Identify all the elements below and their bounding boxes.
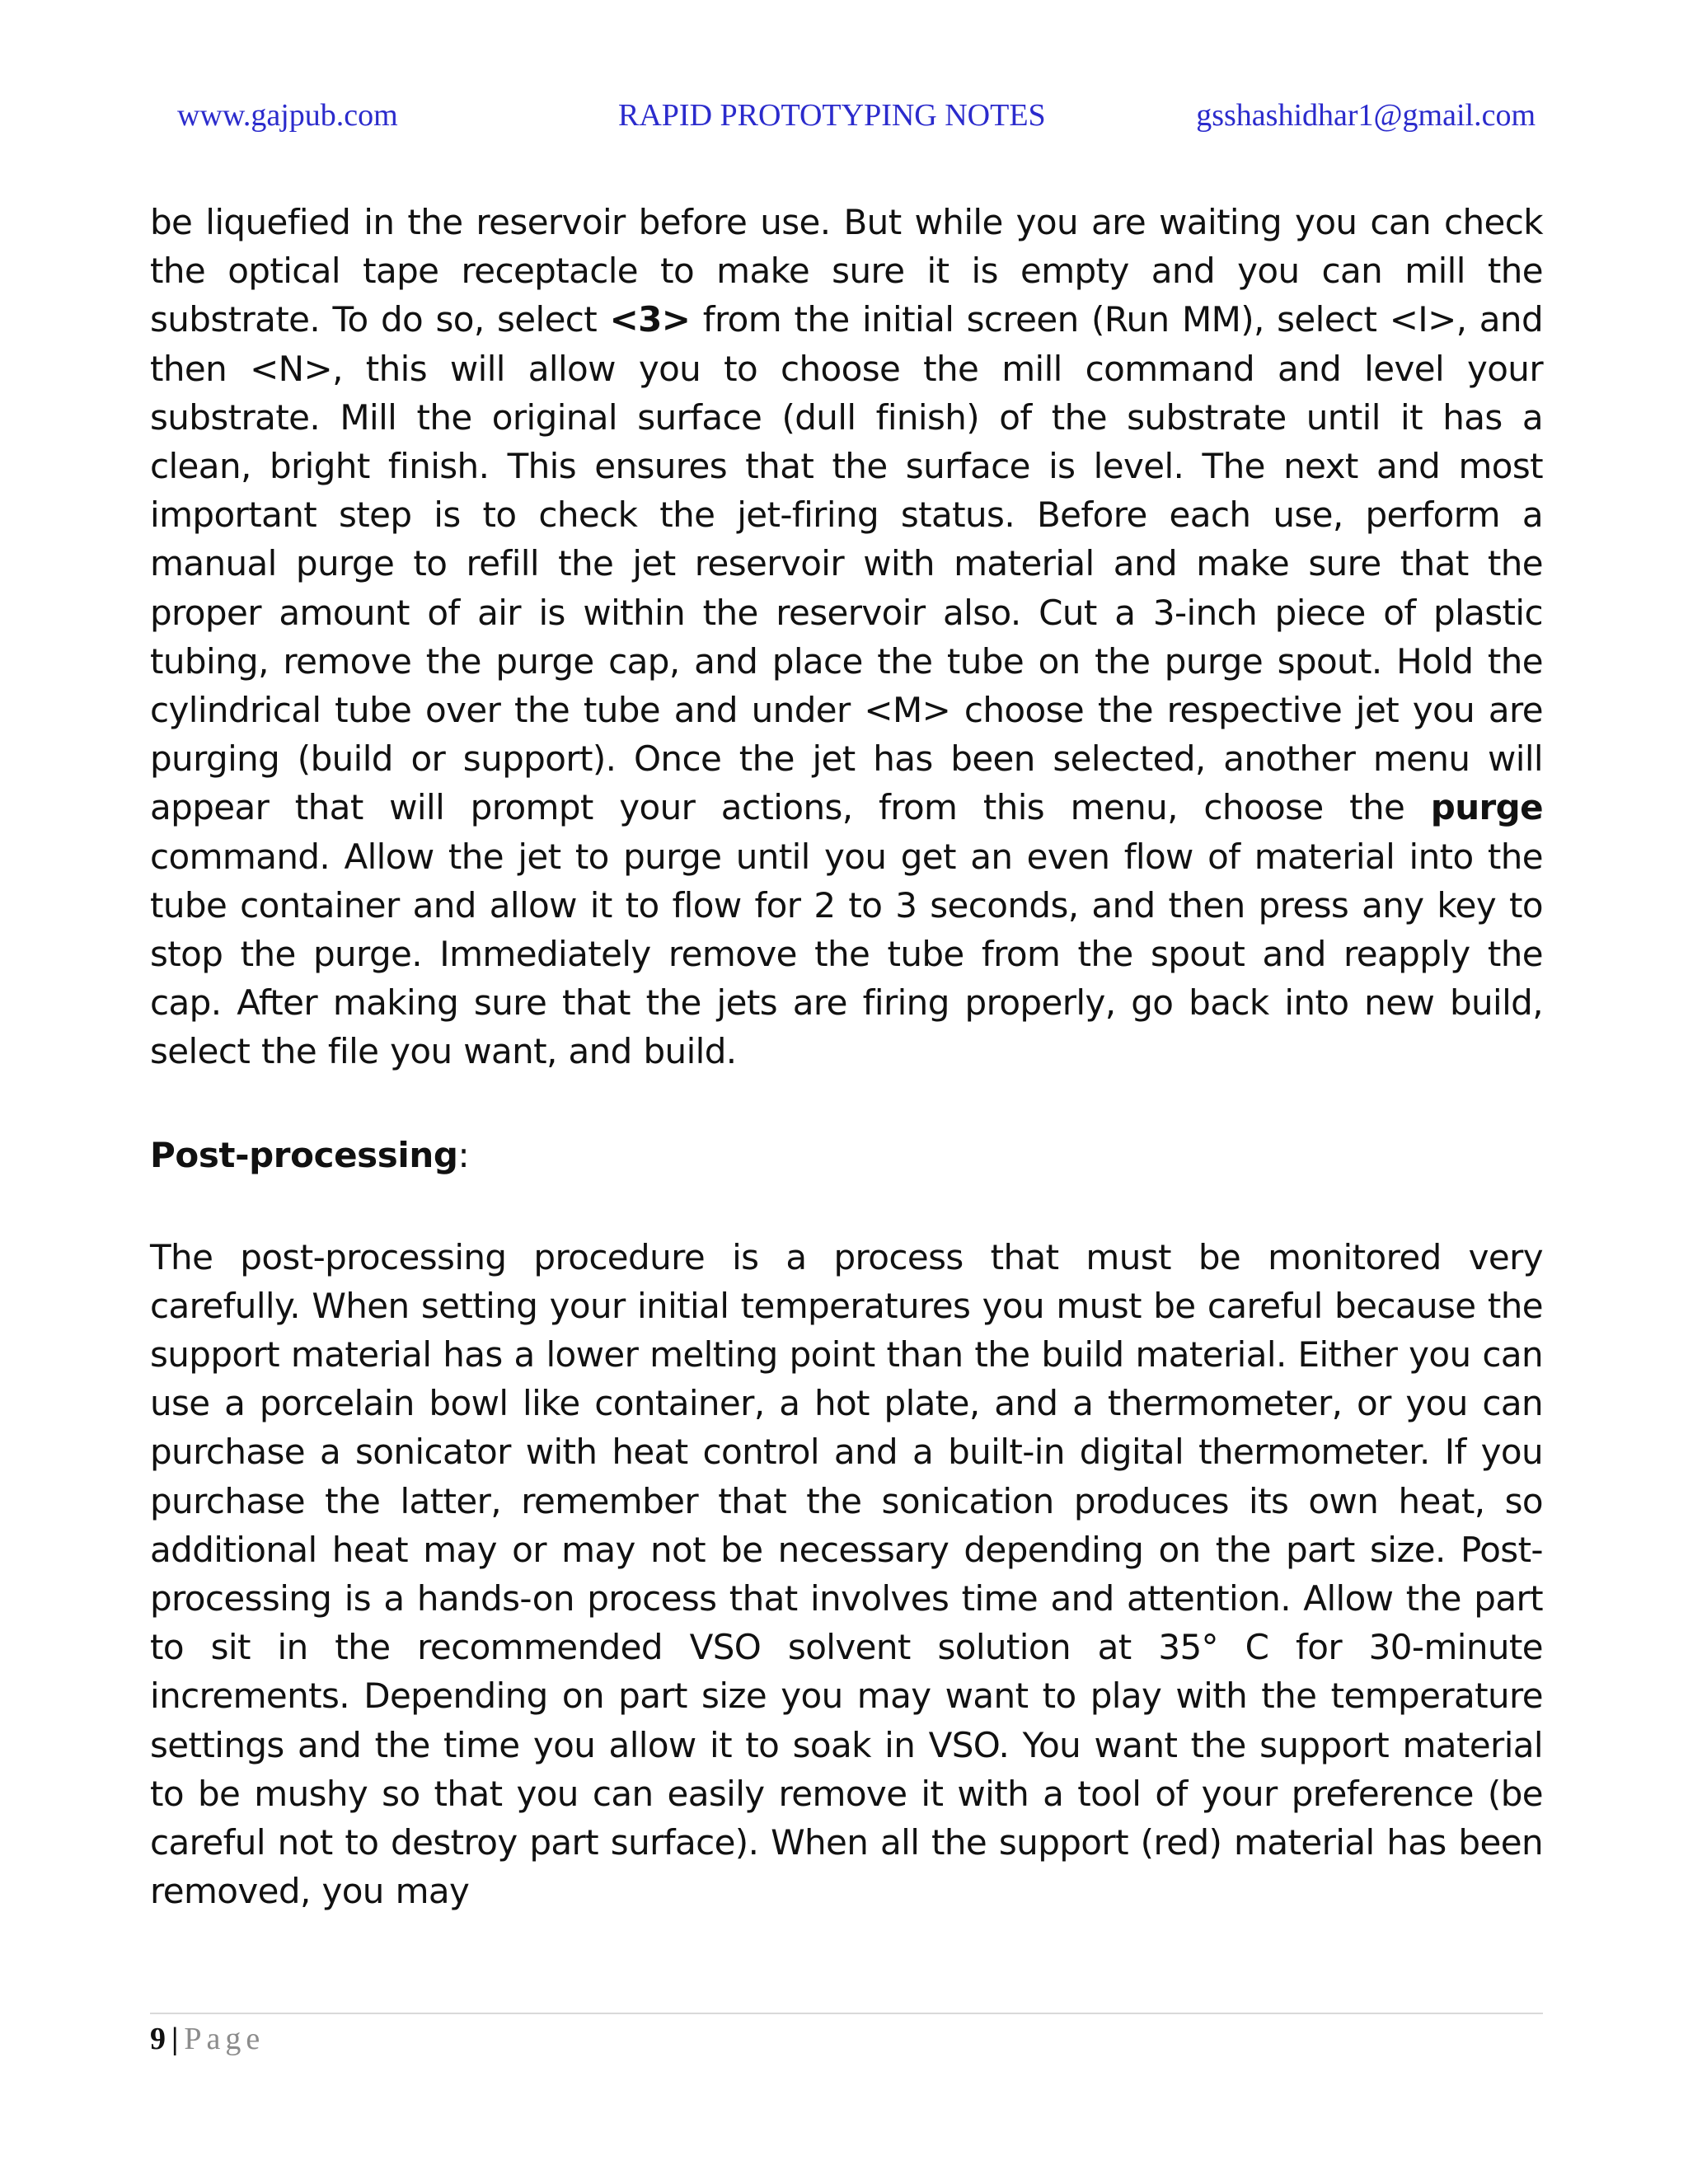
paragraph-1-text-b: from the initial screen (Run MM), select <I>, and then <N>, this will allow you to choose the mill command and level your substrate. Mill the original surface (dull finish) of the substrate until it has a clean, bright finish. This ensures that the surface is level. The next and most important step is to check the jet-firing status. Before each use, perform a manual purge to refill the jet reservoir with material and make sure that the proper amount of air is within the reservoir also. Cut a 3-inch piece of plastic tubing, remove the purge cap, and place the tube on the purge spout. Hold the cylindrical tube over the tube and under <M> choose the respective jet you are purging (build or support). Once the jet has been selected, another menu will appear that will prompt your actions, from this menu, choose the — [150, 299, 1544, 828]
header-email[interactable]: gsshashidhar1@gmail.com — [1196, 98, 1536, 133]
footer-divider — [150, 2013, 1543, 2014]
footer-separator: | — [171, 2022, 180, 2056]
section-heading-post-processing — [150, 1131, 1543, 1180]
page-body — [150, 198, 1543, 1916]
body-paragraph-2: The post-processing procedure is a process that must be monitored very carefully. When setting your initial temperatures you must be careful because the support material has a lower melting point than the build material. Either you can use a porcelain bowl like container, a hot plate, and a thermometer, or you can purchase a sonicator with heat control and a built-in digital thermometer. If you purchase the latter, remember that the sonication produces its own heat, so additional heat may or may not be necessary depending on the part size. Post-processing is a hands-on process that involves time and attention. Allow the part to sit in the recommended VSO solvent solution at 35° C for 30-minute increments. Depending on part size you may want to play with the temperature settings and the time you allow it to soak in VSO. You want the support material to be mushy so that you can easily remove it with a tool of your preference (be careful not to destroy part surface). When all the support (red) material has been removed, you may — [150, 1236, 1543, 1912]
page-header — [0, 97, 1688, 138]
key-3-label: <3> — [609, 299, 691, 340]
page-footer — [150, 2021, 265, 2057]
paragraph-1-text-c: command. Allow the jet to purge until you get an even flow of material into the tube container and allow it to flow for 2 to 3 seconds, and then press any key to stop the purge. Immediately remove the tube from the spout and reapply the cap. After making sure that the jets are firing properly, go back into new build, select the file you want, and build. — [150, 836, 1543, 1072]
header-title: RAPID PROTOTYPING NOTES — [618, 98, 1046, 133]
purge-command-label: purge — [1430, 787, 1543, 828]
page-number: 9 — [150, 2022, 166, 2056]
section-heading-text: Post-processing — [150, 1134, 458, 1175]
page-label: Page — [184, 2022, 265, 2056]
section-heading-colon: : — [457, 1134, 470, 1175]
paragraph-1-text-a: be liquefied in the reservoir before use. But while you are waiting you can check the optical tape receptacle to make sure it is empty and you can mill the substrate. To do so, select — [150, 202, 1543, 340]
body-paragraph-1 — [150, 198, 1543, 1076]
header-website[interactable]: www.gajpub.com — [177, 98, 398, 133]
